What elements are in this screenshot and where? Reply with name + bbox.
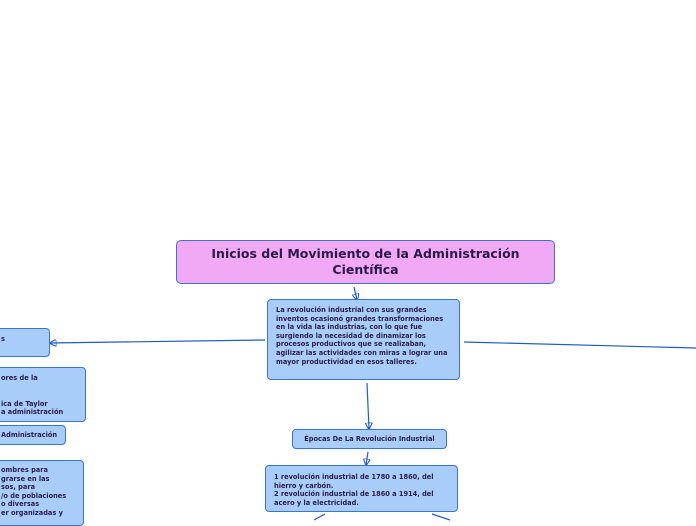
left-node-1-text: s (1, 335, 5, 343)
revolution-node[interactable] (267, 299, 460, 380)
link-revolution-to-epochs (367, 383, 369, 429)
link-detail-to-child-left (314, 514, 325, 520)
left-node-3[interactable] (0, 425, 66, 445)
left-node-4-text: ombres para grarse en las sos, para /o de poblaciones o diversas er organizadas y (1, 466, 67, 517)
left-node-4[interactable] (0, 460, 84, 526)
title-text: Inicios del Movimiento de la Administración Científica (211, 246, 520, 277)
link-detail-to-child-right (432, 514, 450, 520)
left-node-3-text: Administración (1, 431, 58, 439)
link-revolution-to-left (50, 340, 265, 343)
epochs-node[interactable] (292, 429, 447, 449)
link-epochs-to-detail (366, 452, 368, 465)
revolution-text: La revolución industrial con sus grandes inventos ocasionó grandes transformaciones en la vida las industrias, con lo que fue surgiendo la necesidad de dinamizar los procesos productivos que se realizaban, agilizar las actividades con miras a lograr una mayor productividad en esos talleres. (276, 306, 448, 366)
epochs-detail-text: 1 revolución industrial de 1780 a 1860, del hierro y carbón. 2 revolución industrial de 1860 a 1914, del acero y la electricidad. (274, 473, 434, 507)
left-node-2-text: ores de la ica de Taylor a administración (1, 374, 64, 417)
left-node-2[interactable] (0, 367, 86, 422)
epochs-text: Épocas De La Revolución Industrial (304, 435, 435, 443)
left-node-1[interactable] (0, 328, 50, 357)
title-node[interactable] (176, 240, 555, 284)
link-revolution-to-right (464, 342, 696, 348)
epochs-detail-node[interactable] (265, 465, 458, 512)
